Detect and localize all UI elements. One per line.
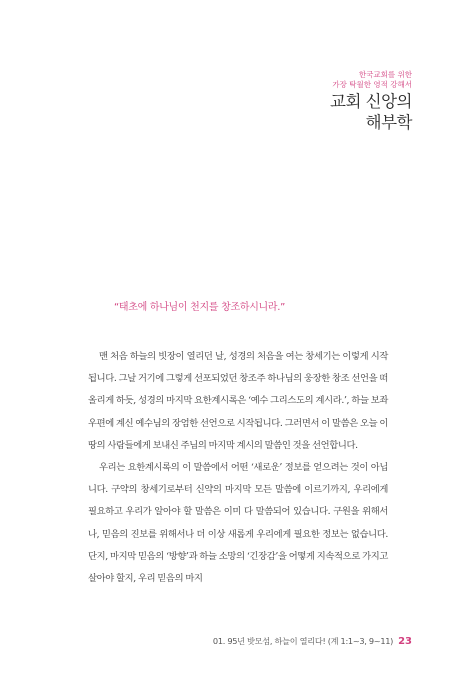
book-subtitle-line-1: 한국교회를 위한 [358,70,412,79]
page-number: 23 [398,636,412,647]
book-subtitle-line-2: 가장 탁월한 영적 강해서 [332,80,412,89]
paragraph-2: 우리는 요한계시록의 이 말씀에서 어떤 ‘새로운’ 정보를 얻으려는 것이 아닙니다. 구약의 창세기로부터 신약의 마지막 모든 말씀에 이르기까지, 우리에게 필요하고 우리가 알아야 할 말씀은 이미 다 말씀되어 있습니다. 구원을 위해서나, 믿음의 진보를 위해서나 더 이상 새롭게 우리에게 필요한 정보는 없습니다. 단지, 마지막 믿음의 ‘방향’과 하늘 소망의 ‘긴장감’을 어떻게 지속적으로 가지고 살아야 할지, 우리 믿음의 마지 [88,462,388,585]
paragraph-1: 맨 처음 하늘의 빗장이 열리던 날, 성경의 처음을 여는 창세기는 이렇게 시작됩니다. 그날 거기에 그렇게 선포되었던 창조주 하나님의 웅장한 창조 선언을 떠올리게 하듯, 성경의 마지막 요한계시록은 ‘예수 그리스도의 계시라.’, 하늘 보좌 우편에 계신 예수님의 장엄한 선언으로 시작됩니다. 그러면서 이 말씀은 오늘 이 땅의 사람들에게 보내신 주님의 마지막 계시의 말씀인 것을 선언합니다. [88,351,388,451]
body-text [88,346,388,590]
book-title-line-2: 해부학 [365,113,412,132]
chapter-reference: 01. 95년 밧모섬, 하늘이 열리다! (계 1:1~3, 9~11) [212,636,394,646]
scripture-quote: “태초에 하나님이 천지를 창조하시니라.” [114,302,286,313]
book-header [330,70,412,132]
book-title-line-1: 교회 신앙의 [330,92,412,111]
page-footer [213,629,412,648]
